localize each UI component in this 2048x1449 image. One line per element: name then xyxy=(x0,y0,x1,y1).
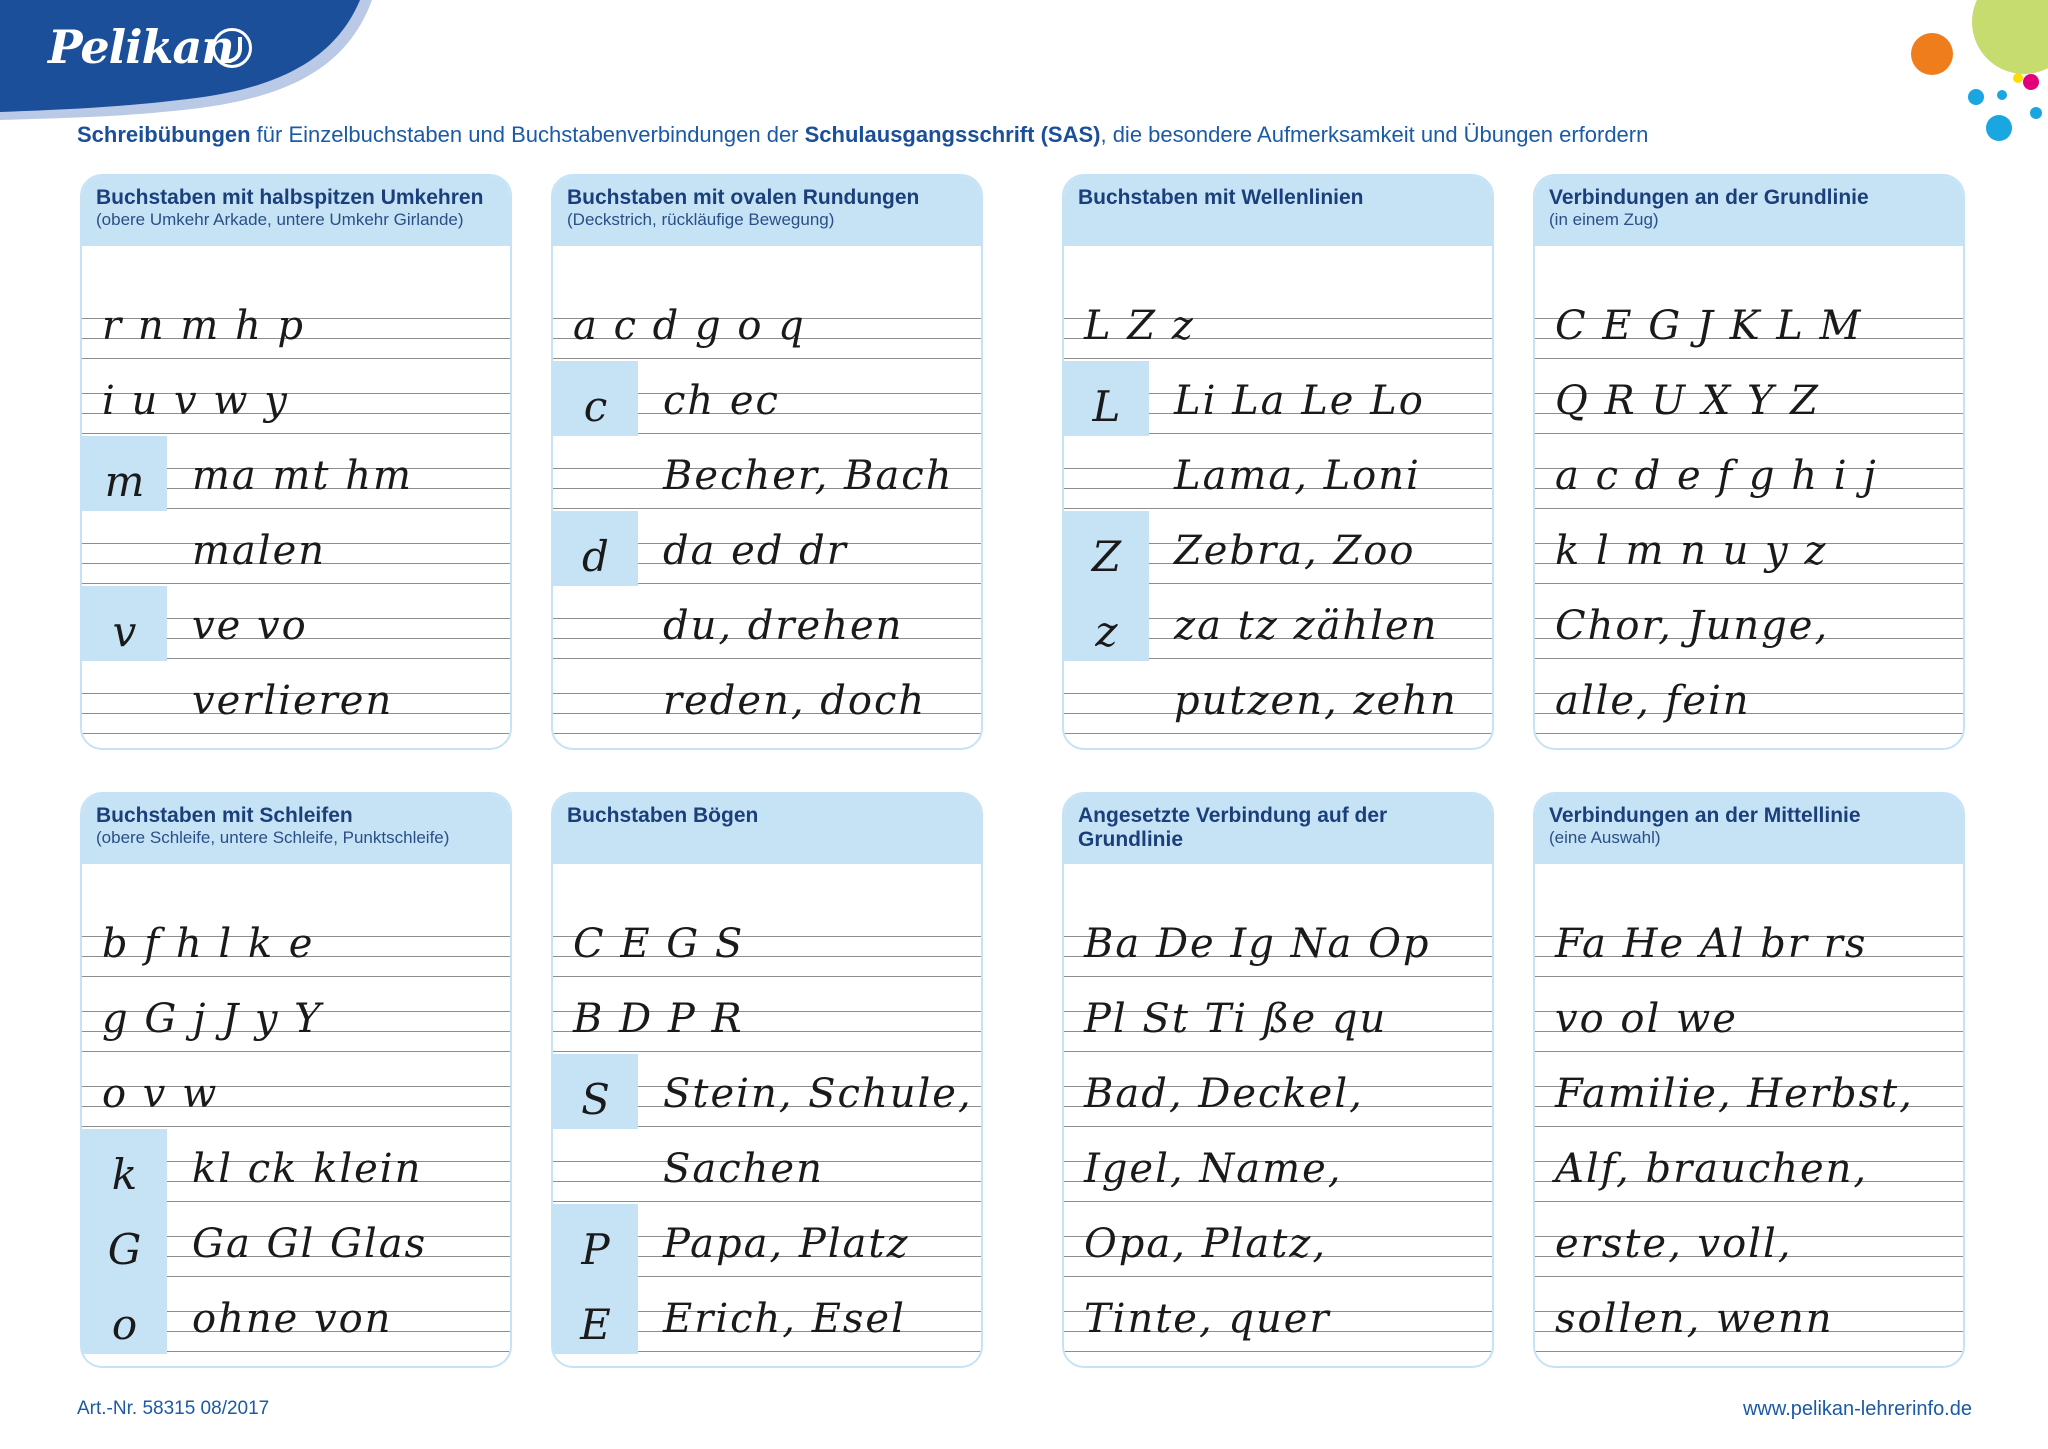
practice-text: Stein, Schule, xyxy=(663,1071,973,1117)
guide-line xyxy=(553,508,981,509)
practice-text: Lama, Loni xyxy=(1174,453,1421,499)
card-subtitle: (in einem Zug) xyxy=(1549,210,1659,229)
practice-text: ch ec xyxy=(663,378,780,424)
exercise-card xyxy=(551,792,983,1368)
writing-lines xyxy=(553,246,981,748)
writing-row xyxy=(1535,1054,1963,1129)
guide-line xyxy=(1535,733,1963,734)
practice-text: ohne von xyxy=(192,1296,393,1342)
card-title: Verbindungen an der Grundlinie xyxy=(1549,186,1869,209)
writing-row xyxy=(1535,586,1963,661)
practice-text: a c d g o q xyxy=(573,303,806,349)
guide-line xyxy=(1064,1051,1492,1052)
writing-row xyxy=(1064,1054,1492,1129)
card-subtitle: (obere Umkehr Arkade, untere Umkehr Girlande) xyxy=(96,210,464,229)
card-title: Buchstaben Bögen xyxy=(567,804,759,827)
practice-text: alle, fein xyxy=(1555,678,1751,724)
writing-row xyxy=(1535,361,1963,436)
guide-line xyxy=(1535,976,1963,977)
exercise-card xyxy=(80,174,512,750)
guide-line xyxy=(553,1201,981,1202)
writing-row xyxy=(82,286,510,361)
writing-row xyxy=(1535,904,1963,979)
practice-text: C E G S xyxy=(573,921,745,967)
guide-line xyxy=(1535,583,1963,584)
writing-row xyxy=(82,1204,510,1279)
card-title: Angesetzte Verbindung auf der Grundlinie xyxy=(1078,804,1388,851)
practice-text: za tz zählen xyxy=(1174,603,1439,649)
card-header xyxy=(1535,794,1963,864)
guide-line xyxy=(1535,658,1963,659)
practice-text: Bad, Deckel, xyxy=(1084,1071,1364,1117)
practice-text: vo ol we xyxy=(1555,996,1738,1042)
guide-line xyxy=(1535,1201,1963,1202)
card-header xyxy=(1064,176,1492,246)
exercise-card xyxy=(1533,174,1965,750)
card-subtitle: (eine Auswahl) xyxy=(1549,828,1661,847)
writing-row xyxy=(1064,1279,1492,1354)
practice-text: putzen, zehn xyxy=(1174,678,1458,724)
letter-tag: L xyxy=(1064,361,1149,436)
practice-text: Igel, Name, xyxy=(1084,1146,1343,1192)
exercise-card xyxy=(1062,792,1494,1368)
guide-line xyxy=(553,733,981,734)
guide-line xyxy=(1535,433,1963,434)
practice-text: verlieren xyxy=(192,678,394,724)
practice-text: Erich, Esel xyxy=(663,1296,906,1342)
card-title: Buchstaben mit Schleifen xyxy=(96,804,353,827)
writing-row xyxy=(553,1129,981,1204)
guide-line xyxy=(1535,1051,1963,1052)
decorative-dots xyxy=(1888,0,2048,150)
guide-line xyxy=(1064,1276,1492,1277)
card-subtitle: (Deckstrich, rückläufige Bewegung) xyxy=(567,210,835,229)
writing-row xyxy=(1535,979,1963,1054)
writing-row xyxy=(82,1054,510,1129)
writing-row xyxy=(1064,286,1492,361)
letter-tag: E xyxy=(553,1279,638,1354)
card-header xyxy=(82,176,510,246)
guide-line xyxy=(82,583,510,584)
guide-line xyxy=(1064,976,1492,977)
practice-text: Papa, Platz xyxy=(663,1221,910,1267)
guide-line xyxy=(1535,508,1963,509)
practice-text: ma mt hm xyxy=(192,453,413,499)
writing-lines xyxy=(82,864,510,1366)
card-header xyxy=(553,176,981,246)
writing-row xyxy=(82,979,510,1054)
practice-text: Fa He Al br rs xyxy=(1555,921,1868,967)
practice-text: o v w xyxy=(102,1071,219,1117)
writing-row xyxy=(553,979,981,1054)
practice-text: Ga Gl Glas xyxy=(192,1221,428,1267)
practice-text: k l m n u y z xyxy=(1555,528,1828,574)
guide-line xyxy=(82,733,510,734)
writing-row xyxy=(1064,361,1492,436)
letter-tag: P xyxy=(553,1204,638,1279)
card-title: Buchstaben mit Wellenlinien xyxy=(1078,186,1364,209)
guide-line xyxy=(1535,1351,1963,1352)
writing-row xyxy=(82,511,510,586)
writing-row xyxy=(1064,979,1492,1054)
guide-line xyxy=(1064,1126,1492,1127)
practice-text: C E G J K L M xyxy=(1555,303,1863,349)
writing-row xyxy=(82,904,510,979)
practice-text: Familie, Herbst, xyxy=(1555,1071,1914,1117)
headline-bold-2: Schulausgangsschrift (SAS) xyxy=(804,122,1101,147)
guide-line xyxy=(553,658,981,659)
letter-tag: z xyxy=(1064,586,1149,661)
practice-text: L Z z xyxy=(1084,303,1195,349)
letter-tag: G xyxy=(82,1204,167,1279)
guide-line xyxy=(82,1126,510,1127)
writing-row xyxy=(553,661,981,736)
writing-row xyxy=(1535,286,1963,361)
card-title: Verbindungen an der Mittellinie xyxy=(1549,804,1861,827)
headline-text-2: , die besondere Aufmerksamkeit und Übungen erfordern xyxy=(1100,122,1649,147)
guide-line xyxy=(1064,358,1492,359)
letter-tag: k xyxy=(82,1129,167,1204)
writing-row xyxy=(82,1279,510,1354)
writing-row xyxy=(553,286,981,361)
guide-line xyxy=(553,976,981,977)
writing-lines xyxy=(1064,246,1492,748)
letter-tag: o xyxy=(82,1279,167,1354)
writing-row xyxy=(553,1279,981,1354)
writing-row xyxy=(1064,904,1492,979)
practice-text: b f h l k e xyxy=(102,921,315,967)
article-number: Art.-Nr. 58315 08/2017 xyxy=(77,1398,270,1419)
letter-tag: m xyxy=(82,436,167,511)
headline-bold-1: Schreibübungen xyxy=(77,122,251,147)
writing-row xyxy=(553,1054,981,1129)
writing-row xyxy=(1535,436,1963,511)
practice-text: reden, doch xyxy=(663,678,927,724)
guide-line xyxy=(553,358,981,359)
writing-lines xyxy=(1535,864,1963,1366)
guide-line xyxy=(1064,508,1492,509)
guide-line xyxy=(1535,1276,1963,1277)
writing-row xyxy=(1535,1204,1963,1279)
exercise-card xyxy=(1062,174,1494,750)
card-subtitle: (obere Schleife, untere Schleife, Punktschleife) xyxy=(96,828,450,847)
writing-row xyxy=(1064,436,1492,511)
exercise-card xyxy=(80,792,512,1368)
writing-lines xyxy=(553,864,981,1366)
practice-text: sollen, wenn xyxy=(1555,1296,1834,1342)
practice-text: r n m h p xyxy=(102,303,306,349)
practice-text: kl ck klein xyxy=(192,1146,423,1192)
practice-text: Zebra, Zoo xyxy=(1174,528,1416,574)
practice-text: Ba De Ig Na Op xyxy=(1084,921,1431,967)
writing-lines xyxy=(1535,246,1963,748)
page-headline xyxy=(77,122,1648,148)
writing-row xyxy=(1535,1129,1963,1204)
exercise-card xyxy=(551,174,983,750)
guide-line xyxy=(1064,1351,1492,1352)
guide-line xyxy=(1535,1126,1963,1127)
card-header xyxy=(1535,176,1963,246)
writing-row xyxy=(82,661,510,736)
practice-text: du, drehen xyxy=(663,603,904,649)
letter-tag: Z xyxy=(1064,511,1149,586)
guide-line xyxy=(553,1051,981,1052)
pelican-icon xyxy=(212,28,252,68)
practice-text: Becher, Bach xyxy=(663,453,954,499)
writing-row xyxy=(1064,1204,1492,1279)
writing-row xyxy=(1064,1129,1492,1204)
writing-row xyxy=(1064,661,1492,736)
writing-row xyxy=(1535,511,1963,586)
writing-row xyxy=(1064,586,1492,661)
practice-text: g G j J y Y xyxy=(102,996,323,1042)
practice-text: Alf, brauchen, xyxy=(1555,1146,1869,1192)
exercise-card xyxy=(1533,792,1965,1368)
writing-row xyxy=(553,511,981,586)
writing-row xyxy=(553,1204,981,1279)
letter-tag: S xyxy=(553,1054,638,1129)
guide-line xyxy=(1535,358,1963,359)
writing-row xyxy=(1064,511,1492,586)
card-header xyxy=(553,794,981,864)
card-header xyxy=(82,794,510,864)
letter-tag: c xyxy=(553,361,638,436)
card-title: Buchstaben mit halbspitzen Umkehren xyxy=(96,186,484,209)
website-url[interactable]: www.pelikan-lehrerinfo.de xyxy=(1742,1398,1972,1420)
headline-text-1: für Einzelbuchstaben und Buchstabenverbindungen der xyxy=(250,122,805,147)
practice-text: Sachen xyxy=(663,1146,824,1192)
writing-row xyxy=(553,586,981,661)
guide-line xyxy=(1064,1201,1492,1202)
practice-text: da ed dr xyxy=(663,528,848,574)
guide-line xyxy=(82,976,510,977)
letter-tag: v xyxy=(82,586,167,661)
practice-text: Li La Le Lo xyxy=(1174,378,1425,424)
practice-text: a c d e f g h i j xyxy=(1555,453,1878,499)
practice-text: Opa, Platz, xyxy=(1084,1221,1328,1267)
writing-row xyxy=(82,586,510,661)
practice-text: Tinte, quer xyxy=(1084,1296,1331,1342)
practice-text: Q R U X Y Z xyxy=(1555,378,1820,424)
writing-row xyxy=(82,361,510,436)
pelikan-logo: Pelikan xyxy=(48,20,234,74)
guide-line xyxy=(1064,733,1492,734)
practice-text: ve vo xyxy=(192,603,308,649)
writing-lines xyxy=(82,246,510,748)
guide-line xyxy=(82,433,510,434)
writing-row xyxy=(1535,661,1963,736)
writing-row xyxy=(1535,1279,1963,1354)
practice-text: erste, voll, xyxy=(1555,1221,1793,1267)
writing-row xyxy=(82,436,510,511)
practice-text: i u v w y xyxy=(102,378,289,424)
letter-tag: d xyxy=(553,511,638,586)
writing-row xyxy=(553,904,981,979)
card-title: Buchstaben mit ovalen Rundungen xyxy=(567,186,920,209)
card-header xyxy=(1064,794,1492,864)
guide-line xyxy=(82,358,510,359)
practice-text: Pl St Ti ße qu xyxy=(1084,996,1388,1042)
writing-row xyxy=(553,361,981,436)
practice-text: B D P R xyxy=(573,996,744,1042)
practice-text: malen xyxy=(192,528,327,574)
guide-line xyxy=(82,1051,510,1052)
writing-lines xyxy=(1064,864,1492,1366)
writing-row xyxy=(82,1129,510,1204)
practice-text: Chor, Junge, xyxy=(1555,603,1830,649)
writing-row xyxy=(553,436,981,511)
